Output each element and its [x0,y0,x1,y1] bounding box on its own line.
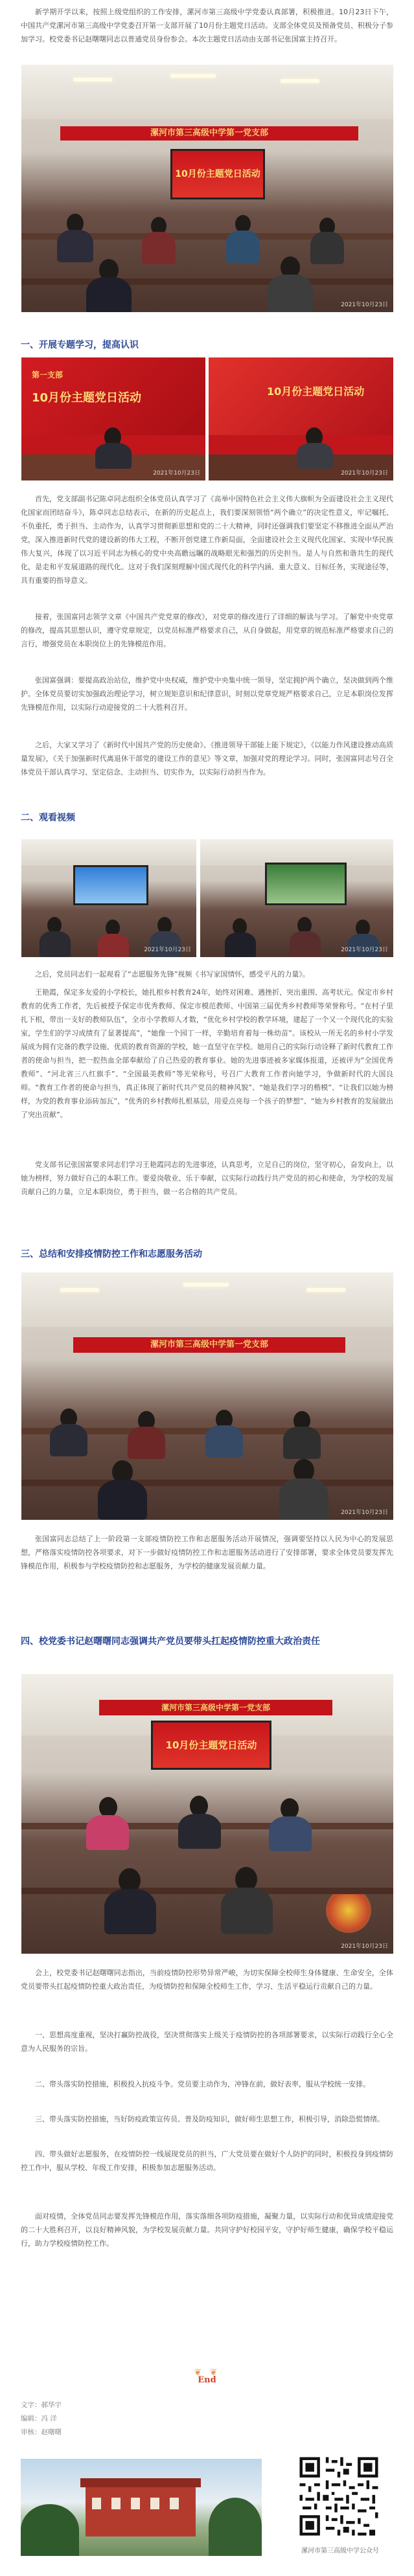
section1-paragraph-1: 首先，党支部副书记陈卓同志组织全体党员认真学习了《高举中国特色社会主义伟大旗帜为全面建设社会主义现代化国家而团结奋斗》，陈卓同志总结表示，在新的历史起点上，我们要深刻领悟“两个确立”的决定性意义，牢记嘱托、不负重托，勇于担当、主动作为，认真学习贯彻新思想和党的二十大精神，同时还强调我们要坚定不移推进全面从严治党，深入推进新时代党的建设新的伟大工程，不断开创党建工作新局面，全面建设社会主义现代化国家、实现中华民族伟大复兴，体现了以习近平同志为核心的党中央高瞻远瞩的战略眼光和强烈的历史担当。是人与自然和谐共生的现代化，是走和平发展道路的现代化。这对于我们深刻理解中国式现代化的科学内涵、重大意义、目标任务，实现途径等，具有重要的指导意义。 [21,495,393,585]
section-heading-3: 三、总结和安排疫情防控工作和志愿服务活动 [21,1249,202,1260]
screen-title: 10月份主题党日活动 [32,391,142,405]
section-heading-4: 四、校党委书记赵曙曙同志强调共产党员要带头扛起疫情防控重大政治责任 [21,1636,320,1647]
section-heading-2: 二、观看视频 [21,813,75,823]
screen-title: 10月份主题党日活动 [170,149,265,199]
editor-credit: 文字：郝华宇 [21,2401,62,2409]
photo-presenter-right [209,357,393,480]
section-heading-1: 一、开展专题学习，提高认识 [21,340,139,350]
section2-paragraph-2: 王艳霞，保定多友爱的小学校长，她扎根乡村教育24年，始终对困难、遇挫折、突出重围、高考状元。保定市乡村教育的优秀工作者，先后被授予保定市优秀教师、保定市模范教师、中国第三届优秀乡村教师等荣誉称号。“在村子里扎下根，带出一支好的教师队伍”，全市小学教师人才数，“优化乡村学校的教学环境，建起了一个又一个现代化的实验室，学生们的学习成绩有了显著提高”，“她像一个园丁一样，辛勤培育着每一株幼苗”。该校从一所无名的乡村小学发展成为拥有完备的教学设施、优质的教育资源的学校，她一直坚守在学校。她用自己的实际行动诠释了新时代教育工作者的使命与担当，把一腔热血全部奉献给了自己热爱的教育事业。她的先进事迹被多家媒体报道，还被评为“全国优秀教师”、“河北省三八红旗手”、“全国最美教师”等光荣称号，号召广大教育工作者向她学习，争做新时代的大国良师。“教育工作者的使命与担当，真正体现了新时代共产党员的精神风貌”、“她是我们学习的楷模”、“让我们以她为榜样，为党的教育事业添砖加瓦”，“优秀的乡村教师扎根基层，用爱点亮每一个孩子的梦想”、“她为乡村教育的发展做出了突出贡献”。 [21,988,393,1119]
section2-paragraph-1: 之后，党员同志们一起观看了“志愿服务先锋”视频《书写家国情怀，感受平凡的力量》。 [35,970,310,978]
screen-title: 10月份主题党日活动 [151,1721,271,1770]
photo-timestamp: 2021年10月23日 [341,302,388,308]
campus-image [21,2459,262,2556]
leaf-ornament-icon: ❦ ❦ [194,2367,220,2378]
section1-paragraph-2: 接着，张国富同志领学文章《中国共产党党章的修改》，对党章的修改进行了详细的解读与学习。了解党中央党章的修改，提高其思想认识，遵守党章规定，以党员标准严格要求自己，从自身做起，用党章的规范标准严格要求自己的言行，增强党员在本职岗位上的先锋模范作用。 [21,613,393,648]
section4-paragraph-2: 一、思想高度重视，坚决打赢防控战役，坚决贯彻落实上级关于疫情防控的各项部署要求，以实际行动践行全心全意为人民服务的宗旨。 [21,2031,393,2053]
meeting-banner: 漯河市第三高级中学第一党支部 [73,1337,345,1353]
photo-timestamp: 2021年10月23日 [144,947,191,953]
section3-paragraph-1: 张国富同志总结了上一阶段第一支部疫情防控工作和志愿服务活动开展情况，强调要坚持以人民为中心的发展思想，严格落实疫情防控各项要求，对下一步做好疫情防控工作和志愿服务活动进行了安排部署，要求全体党员要发挥先锋模范作用，积极参与学校疫情防控和志愿服务，为学校的健康发展贡献力量。 [21,1535,393,1570]
qr-caption: 漯河市第三高级中学公众号 [301,2548,379,2555]
section2-paragraph-3: 党支部书记张国富要求同志们学习王艳霞同志的先进事迹，认真思考，立足自己的岗位，坚守初心，奋发向上，以她为榜样，努力做好自己的本职工作。要爱岗敬业、乐于奉献，以实际行动践行共产党员的初心和使命，为学校的发展贡献自己的力量，立足本职岗位，勇于担当，做一名合格的共产党员。 [21,1160,393,1196]
end-text: End [198,2375,216,2385]
section4-paragraph-6: 面对疫情，全体党员同志要发挥先锋模范作用，落实落细各项防疫措施，凝聚力量，以实际行动和优异成绩迎接党的二十大胜利召开，以良好精神风貌，为学校发展贡献力量。共同守护好校园平安，守护好师生健康，确保学校平稳运行，助力学校疫情防控工作。 [21,2212,393,2248]
photo-secretary-speech [21,1674,393,1954]
section1-paragraph-3: 张国富强调：要提高政治站位，维护党中央权威，维护党中央集中统一领导，坚定拥护两个确立，坚决做到两个维护。全体党员要切实加强政治理论学习，树立规矩意识和纪律意识，时刻以党章党规严格要求自己，立足本职岗位发挥先锋模范作用，以实际行动迎接党的二十大胜利召开。 [21,676,393,712]
approver-credit: 审核：赵曙曙 [21,2428,62,2436]
section1-paragraph-4: 之后，大家又学习了《新时代中国共产党的历史使命》、《推进领导干部能上能下规定》，《以能力作风建设推动高质量发展》，《关于加强新时代离退休干部党的建设工作的意见》等文章，加强对党的理论学习。同时，张国富同志号召全体党员干部认真学习、坚定信念、主动担当、切实作为，以实际行动担当作为。 [21,741,393,776]
photo-meeting-1 [21,65,393,312]
photo-video-left [21,839,196,957]
meeting-banner: 漯河市第三高级中学第一党支部 [99,1700,332,1715]
section4-paragraph-5: 四、带头做好志愿服务，在疫情防控一线展现党员的担当，广大党员要在做好个人防护的同时，积极投身到疫情防控工作中，服从学校、年级工作安排，积极参加志愿服务活动。 [21,2150,393,2172]
photo-presenter-left [21,357,205,480]
reviewer-credit: 编辑：冯 洋 [21,2415,57,2423]
photo-timestamp: 2021年10月23日 [341,947,388,953]
end-marker [168,2367,246,2385]
photo-timestamp: 2021年10月23日 [341,470,388,477]
photo-timestamp: 2021年10月23日 [153,470,200,477]
meeting-banner: 漯河市第三高级中学第一党支部 [60,126,358,141]
section4-paragraph-1: 会上，校党委书记赵曙曙同志指出，当前疫情防控形势异常严峻，为切实保障全校师生身体健康、生命安全，全体党员要带头扛起疫情防控重大政治责任，为疫情防控和保障全校师生工作，学习、生活平稳运行贡献自己的力量。 [21,1969,393,1991]
qr-code[interactable] [297,2454,381,2538]
section4-paragraph-4: 三、带头落实防控措施，当好防疫政策宣传员、普及防疫知识，做好师生思想工作，积极引导，消除恐慌情绪。 [35,2115,384,2123]
photo-video-right [200,839,393,957]
screen-title: 10月份主题党日活动 [267,385,365,398]
photo-timestamp: 2021年10月23日 [341,1943,388,1950]
screen-subtitle: 第一支部 [32,370,63,379]
intro-paragraph: 新学期开学以来，按照上级党组织的工作安排，漯河市第三高级中学党委认真部署，积极推进。10月23日下午，中国共产党漯河市第三高级中学党委召开第一支部开展了10月份主题党日活动。支部全体党员及预备党员、积极分子参加学习。校党委书记赵曙曙同志以普通党员身份参会。本次主题党日活动由支部书记张国富主持召开。 [21,8,393,43]
section4-paragraph-3: 二、带头落实防控措施，积极投入抗疫斗争。党员要主动作为，冲锋在前，做好表率，服从学校统一安排。 [35,2080,370,2088]
photo-timestamp: 2021年10月23日 [341,1509,388,1516]
photo-meeting-2 [21,1272,393,1520]
